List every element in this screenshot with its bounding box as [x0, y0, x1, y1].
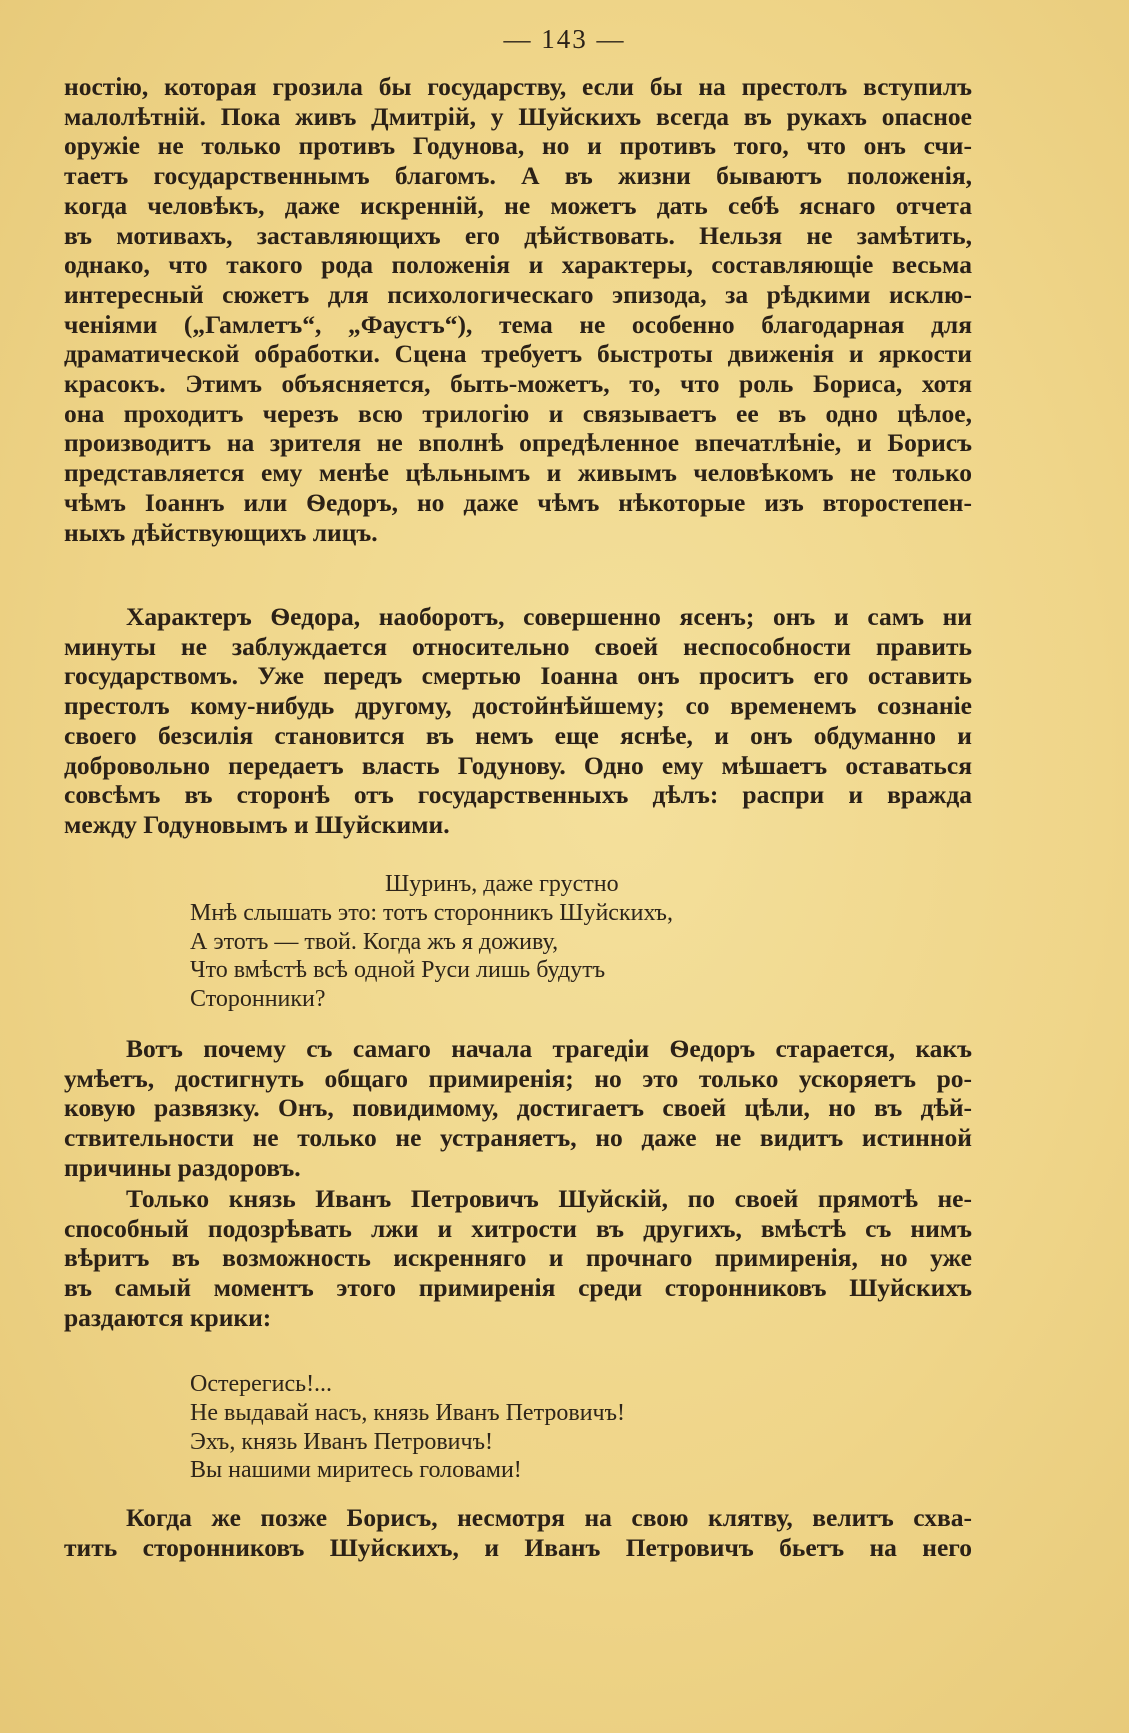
text-line: въ мотивахъ, заставляющихъ его дѣйствовать. Нельзя не замѣтить, [64, 220, 972, 250]
paragraph-2 [64, 602, 972, 840]
text-line: Когда же позже Борисъ, несмотря на свою клятву, велитъ схва- [126, 1503, 972, 1532]
text-line: ствительности не только не устраняетъ, но даже не видитъ истинной [64, 1123, 972, 1153]
text-line: ныхъ дѣйствующихъ лицъ. [64, 517, 378, 547]
text-line: интересный сюжетъ для психологическаго эпизода, за рѣдкими исклю- [64, 279, 972, 309]
verse-line: А этотъ — твой. Когда жъ я доживу, [190, 928, 559, 955]
text-line: минуты не заблуждается относительно своей неспособности править [64, 631, 972, 661]
text-line: государствомъ. Уже передъ смертью Іоанна онъ проситъ его оставить [64, 661, 972, 691]
verse-line: Шуринъ, даже грустно [385, 871, 619, 897]
text-line: Вотъ почему съ самаго начала трагедіи Ѳедоръ старается, какъ [126, 1034, 972, 1063]
verse-line: Мнѣ слышать это: тотъ сторонникъ Шуйскихъ, [190, 899, 673, 926]
verse-line: Остерегись!... [190, 1371, 333, 1397]
text-line: ковую развязку. Онъ, повидимому, достигаетъ своей цѣли, но въ дѣй- [64, 1093, 972, 1123]
text-line: однако, что такого рода положенія и характеры, составляющіе весьма [64, 250, 972, 280]
text-line: причины раздоровъ. [64, 1152, 301, 1182]
text-line: драматической обработки. Сцена требуетъ быстроты движенія и яркости [64, 339, 972, 369]
verse-line: Сторонники? [190, 986, 326, 1013]
page-number: — 143 — [503, 24, 626, 54]
verse-quote-1 [190, 870, 673, 1014]
text-line: чѣмъ Іоаннъ или Ѳедоръ, но даже чѣмъ нѣкоторые изъ второстепен- [64, 487, 972, 517]
text-line: въ самый моментъ этого примиренія среди сторонниковъ Шуйскихъ [64, 1273, 972, 1303]
text-line: вѣритъ въ возможность искренняго и прочнаго примиренія, но уже [64, 1243, 972, 1273]
text-line: ностію, которая грозила бы государству, если бы на престолъ вступилъ [64, 72, 972, 101]
paragraph-1 [64, 72, 972, 547]
paragraph-4 [64, 1184, 972, 1333]
verse-line: Что вмѣстѣ всѣ одной Руси лишь будутъ [190, 957, 606, 984]
text-line: таетъ государственнымъ благомъ. А въ жизни бываютъ положенія, [64, 161, 972, 191]
text-line: красокъ. Этимъ объясняется, быть-можетъ, то, что роль Бориса, хотя [64, 369, 972, 399]
text-line: добровольно передаетъ власть Годунову. Одно ему мѣшаетъ оставаться [64, 750, 972, 780]
verse-line: Не выдавай насъ, князь Иванъ Петровичъ! [190, 1399, 626, 1426]
text-line: когда человѣкъ, даже искренній, не можетъ дать себѣ яснаго отчета [64, 190, 972, 220]
text-line: малолѣтній. Пока живъ Дмитрій, у Шуйскихъ всегда въ рукахъ опасное [64, 101, 972, 131]
text-line: она проходитъ черезъ всю трилогію и связываетъ ее въ одно цѣлое, [64, 398, 972, 428]
text-line: престолъ кому-нибудь другому, достойнѣйшему; со временемъ сознаніе [64, 691, 972, 721]
text-line: своего безсилія становится въ немъ еще яснѣе, и онъ обдуманно и [64, 720, 972, 750]
text-line: представляется ему менѣе цѣльнымъ и живымъ человѣкомъ не только [64, 458, 972, 488]
paragraph-5 [64, 1503, 972, 1562]
text-line: совсѣмъ въ сторонѣ отъ государственныхъ дѣлъ: распри и вражда [64, 780, 972, 810]
verse-line: Вы нашими миритесь головами! [190, 1457, 522, 1484]
text-line: Только князь Иванъ Петровичъ Шуйскій, по своей прямотѣ не- [126, 1184, 972, 1213]
text-line: между Годуновымъ и Шуйскими. [64, 809, 450, 839]
text-line: Характеръ Ѳедора, наоборотъ, совершенно ясенъ; онъ и самъ ни [126, 602, 972, 631]
verse-line: Эхъ, князь Иванъ Петровичъ! [190, 1428, 493, 1455]
text-line: производитъ на зрителя не вполнѣ опредѣленное впечатлѣніе, и Борисъ [64, 428, 972, 458]
text-line: тить сторонниковъ Шуйскихъ, и Иванъ Петровичъ бьетъ на него [64, 1532, 972, 1562]
text-line: ченіями („Гамлетъ“, „Фаустъ“), тема не особенно благодарная для [64, 309, 972, 339]
text-line: оружіе не только противъ Годунова, но и противъ того, что онъ счи- [64, 131, 972, 161]
text-line: раздаются крики: [64, 1302, 272, 1332]
paragraph-3 [64, 1034, 972, 1183]
text-line: способный подозрѣвать лжи и хитрости въ другихъ, вмѣстѣ съ нимъ [64, 1213, 972, 1243]
text-line: умѣетъ, достигнуть общаго примиренія; но это только ускоряетъ ро- [64, 1063, 972, 1093]
verse-quote-2 [190, 1370, 625, 1485]
